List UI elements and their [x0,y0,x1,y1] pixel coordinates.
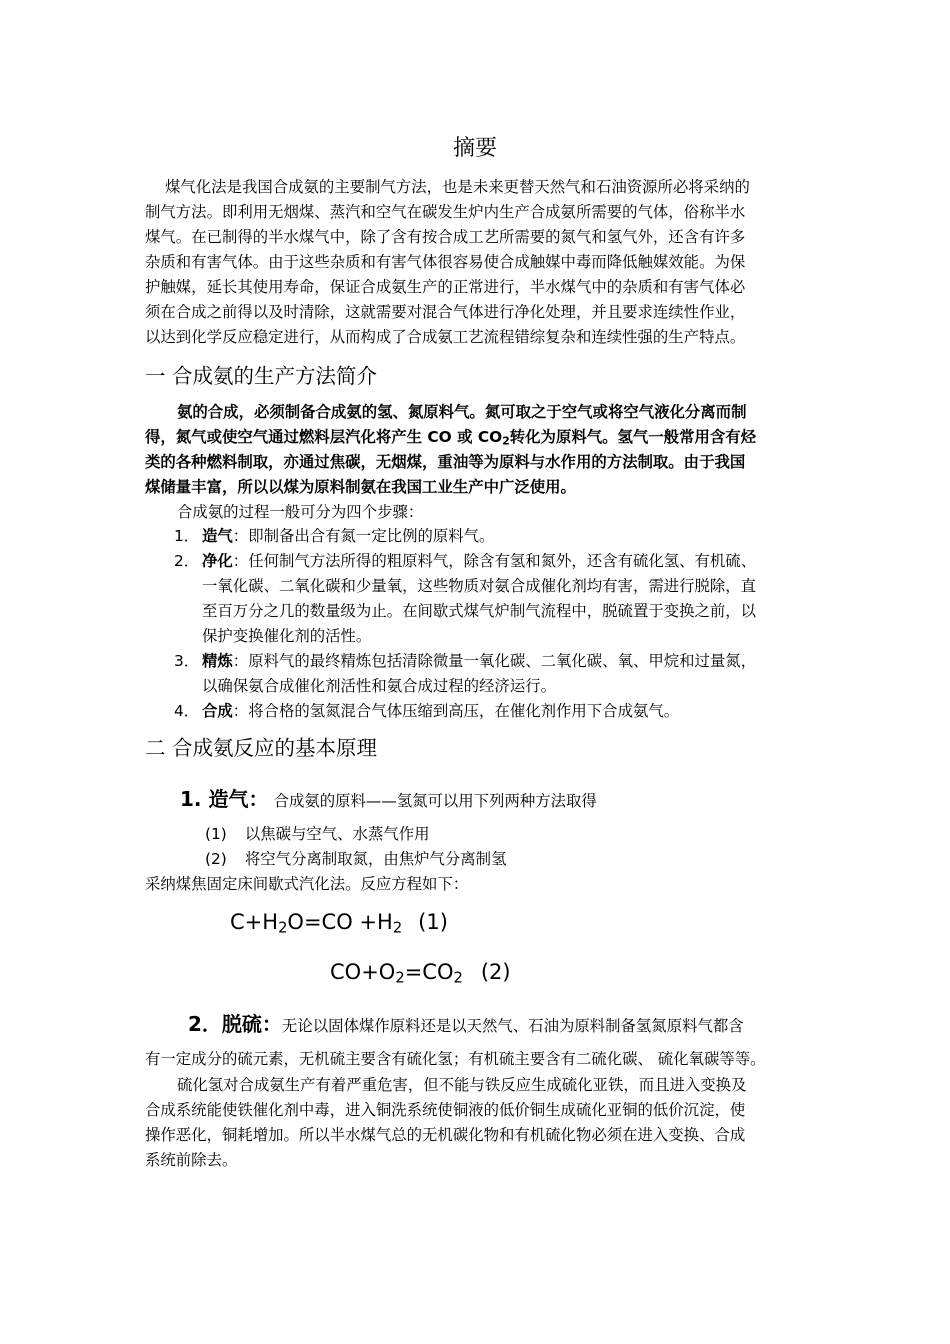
bold-paragraph-line: 煤储量丰富，所以以煤为原料制氨在我国工业生产中广泛使用。 [145,478,576,496]
paragraph-line: 操作恶化，铜耗增加。所以半水煤气总的无机碳化物和有机硫化物必须在进入变换、合成 [145,1126,746,1144]
bold-paragraph-line: 得，氮气或使空气通过燃料层汽化将产生 CO 或 $CO_2$转化为原料气。氢气一般常用含有烃 [145,428,757,448]
paragraph-line: 有一定成分的硫元素，无机硫主要含有硫化氢；有机硫主要含有二硫化碳、 硫化氧碳等等。 [145,1050,766,1068]
abstract-line: 须在合成之前得以及时清除，这就需要对混合气体进行净化处理，并且要求连续性作业， [145,303,746,321]
step-item: 1． 造气：即制备出合有氮一定比例的原料气。 [174,527,495,545]
bold-paragraph-line: 氨的合成，必须制备合成氨的氢、氮原料气。氮可取之于空气或将空气液化分离而制 [177,403,747,421]
steps-intro: 合成氨的过程一般可分为四个步骤： [177,503,424,521]
paragraph-line: 系统前除去。 [145,1151,238,1169]
abstract-line: 杂质和有害气体。由于这些杂质和有害气体很容易使合成触媒中毒而降低触媒效能。为保 [145,253,746,271]
subsection-1: 1. 造气： 合成氨的原料——氢氮可以用下列两种方法取得 [180,787,597,811]
page-title: 摘要 [452,136,497,161]
bold-paragraph-line: 类的各种燃料制取，亦通过焦碳，无烟煤，重油等为原料与水作用的方法制取。由于我国 [145,453,746,471]
step-item: 2． 净化：任何制气方法所得的粗原料气，除含有氢和氮外，还含有硫化氢、有机硫、 [174,552,757,570]
section-heading-2: 二 合成氨反应的基本原理 [145,736,378,760]
abstract-line: 以达到化学反应稳定进行，从而构成了合成氨工艺流程错综复杂和连续性强的生产特点。 [145,328,746,346]
step-item: 3． 精炼：原料气的最终精炼包括清除微量一氧化碳、二氧化碳、氧、甲烷和过量氮， [174,652,757,670]
method-item: (2) 将空气分离制取氮，由焦炉气分离制氢 [205,850,507,868]
step-continuation: 以确保氨合成催化剂活性和氨合成过程的经济运行。 [202,677,556,695]
step-continuation: 至百万分之几的数量级为止。在间歇式煤气炉制气流程中，脱硫置于变换之前，以 [202,602,757,620]
paragraph-line: 硫化氢对合成氨生产有着严重危害，但不能与铁反应生成硫化亚铁，而且进入变换及 [177,1076,747,1094]
section-heading-1: 一 合成氨的生产方法简介 [145,364,378,388]
method-intro: 采纳煤焦固定床间歇式汽化法。反应方程如下： [145,875,469,893]
paragraph-line: 合成系统能使铁催化剂中毒，进入铜洗系统使铜液的低价铜生成硫化亚铜的低价沉淀，使 [145,1101,746,1119]
equation-1: $C+H_2O=CO +H_2$ (1) [230,910,448,937]
step-continuation: 保护变换催化剂的活性。 [202,627,372,645]
abstract-line: 护触媒，延长其使用寿命，保证合成氨生产的正常进行，半水煤气中的杂质和有害气体必 [145,278,746,296]
method-item: (1) 以焦碳与空气、水蒸气作用 [205,825,430,843]
equation-2: $CO+O_2=CO_2$ (2) [330,960,511,987]
step-continuation: 一氧化碳、二氧化碳和少量氧，这些物质对氨合成催化剂均有害，需进行脱除，直 [202,577,757,595]
abstract-line: 煤气化法是我国合成氨的主要制气方法，也是未来更替天然气和石油资源所必将采纳的 [165,178,750,196]
subsection-2: 2．脱硫：无论以固体煤作原料还是以天然气、石油为原料制备氢氮原料气都含 [188,1012,744,1036]
abstract-line: 煤气。在已制得的半水煤气中，除了含有按合成工艺所需要的氮气和氢气外，还含有许多 [145,228,746,246]
step-item: 4． 合成：将合格的氢氮混合气体压缩到高压，在催化剂作用下合成氨气。 [174,702,680,720]
abstract-line: 制气方法。即利用无烟煤、蒸汽和空气在碳发生炉内生产合成氨所需要的气体，俗称半水 [145,203,746,221]
